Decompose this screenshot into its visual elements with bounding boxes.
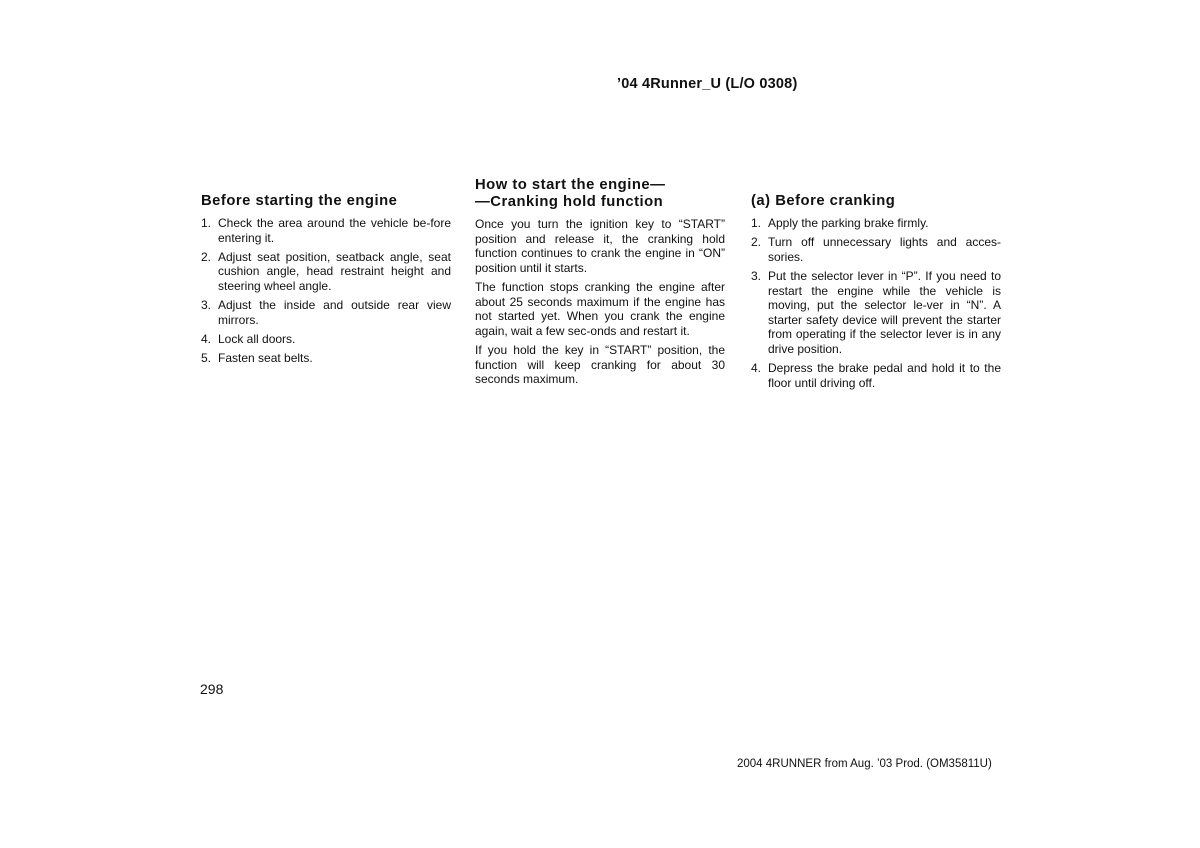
step-number: 4. [201,331,212,346]
before-cranking-section [751,193,1001,395]
list-item [201,216,451,245]
list-item [751,269,1001,357]
list-item [201,332,451,347]
step-text: Check the area around the vehicle be-fore entering it. [218,216,451,245]
list-item [751,361,1001,390]
step-number: 4. [751,361,762,376]
step-number: 3. [751,268,762,283]
step-text: Lock all doors. [218,331,296,346]
step-number: 5. [201,351,212,366]
paragraph: Once you turn the ignition key to “START” position and release it, the cranking hold function continues to crank the engine in “ON” position until it starts. [475,217,725,275]
page-header: ’04 4Runner_U (L/O 0308) [617,76,798,92]
step-text: Apply the parking brake firmly. [768,216,929,230]
section-title-how-to-start [475,177,725,211]
step-number: 1. [751,216,762,230]
step-number: 2. [751,235,762,250]
section-title-line-1: How to start the engine— [475,177,666,193]
list-item [201,250,451,294]
page-number: 298 [200,681,224,697]
step-text: Depress the brake pedal and hold it to the floor until driving off. [768,361,1001,390]
before-starting-section [201,193,451,370]
paragraph: The function stops cranking the engine after about 25 seconds maximum if the engine has not started yet. When you crank the engine again, wait a few sec-onds and restart it. [475,279,725,338]
list-item [201,351,451,366]
list-item [751,216,1001,231]
step-number: 1. [201,216,212,230]
list-item [751,235,1001,264]
paragraph: If you hold the key in “START” position, the function will keep cranking for about 30 seconds maximum. [475,342,725,387]
before-cranking-steps [751,216,1001,390]
step-text: Put the selector lever in “P”. If you need to restart the engine while the vehicle is moving, put the selector le-ver in “N”. A starter safety device will prevent the starter from operating if the selector lever is in any drive position. [768,268,1001,356]
step-number: 3. [201,298,212,313]
step-number: 2. [201,249,212,264]
page-footer: 2004 4RUNNER from Aug. ’03 Prod. (OM35811U) [737,758,992,770]
section-title-before-starting: Before starting the engine [201,193,398,209]
step-text: Adjust the inside and outside rear view mirrors. [218,298,451,327]
step-text: Fasten seat belts. [218,351,313,366]
list-item [201,298,451,327]
step-text: Turn off unnecessary lights and acces-sories. [768,235,1001,264]
before-starting-steps [201,216,451,366]
section-title-line-2: —Cranking hold function [475,194,664,210]
section-title-before-cranking: (a) Before cranking [751,193,896,209]
how-to-start-section [475,177,725,391]
step-text: Adjust seat position, seatback angle, seat cushion angle, head restraint height and steering wheel angle. [218,249,451,293]
